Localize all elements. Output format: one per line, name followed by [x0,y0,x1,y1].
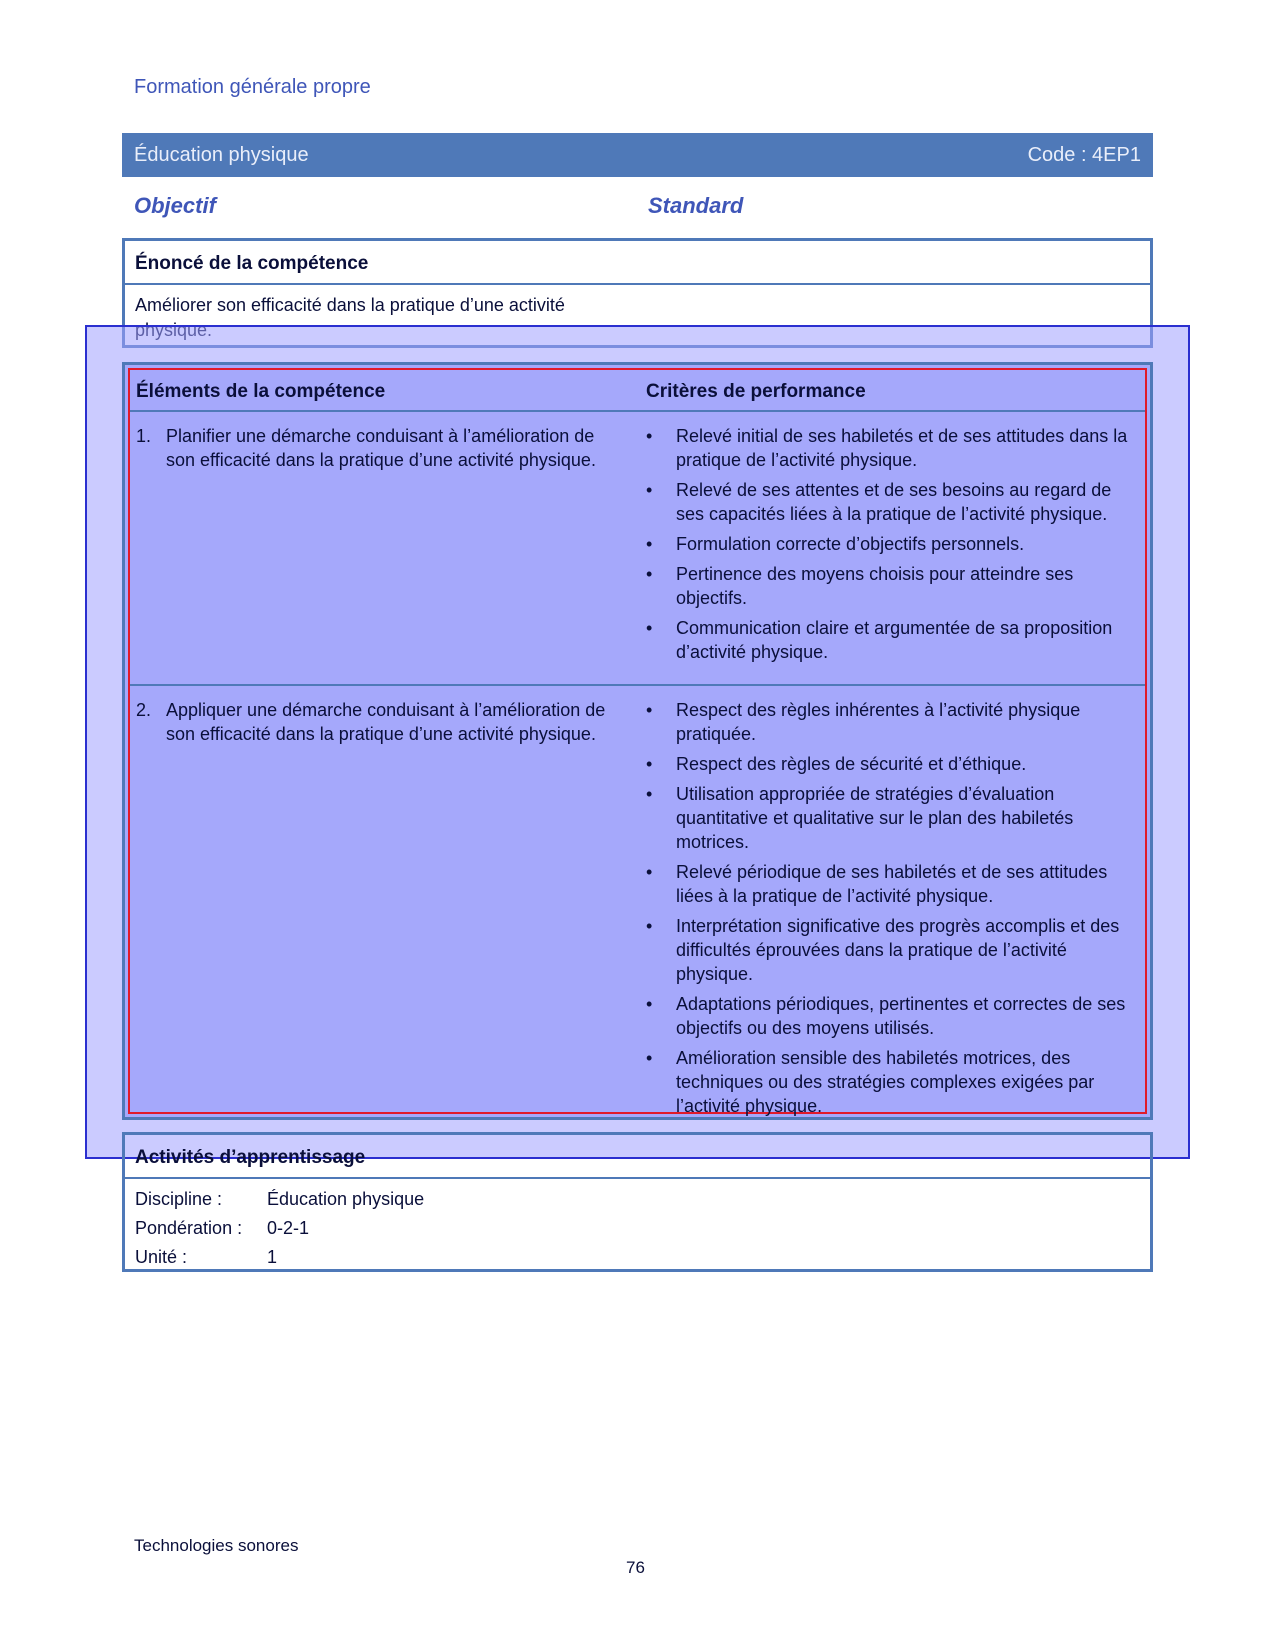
criterion-text: Respect des règles de sécurité et d’éthique. [676,754,1027,774]
objective-label: Objectif [134,193,216,218]
footer-program: Technologies sonores [134,1536,299,1555]
list-item [646,532,1136,556]
criterion-text: Communication claire et argumentée de sa proposition d’activité physique. [676,618,1113,662]
criterion-text: Relevé de ses attentes et de ses besoins au regard de ses capacités liées à la pratique de l’activité physique. [676,480,1112,524]
bullet-icon: • [646,1048,653,1068]
criteria-column-header: Critères de performance [646,381,866,402]
ponderation-value: 0-2-1 [267,1218,310,1238]
unite-value: 1 [267,1247,278,1267]
course-title-bar [122,133,1153,177]
discipline-value: Éducation physique [267,1189,425,1209]
bullet-icon: • [646,700,653,720]
list-item [646,752,1136,776]
criterion-text: Formulation correcte d’objectifs personnels. [676,534,1025,554]
bullet-icon: • [646,994,653,1014]
course-code: Code : 4EP1 [1027,143,1141,166]
list-item [646,562,1136,610]
learning-activities-details [125,1179,1150,1278]
unite-row [135,1243,1140,1272]
list-item [646,914,1136,986]
criterion-text: Utilisation appropriée de stratégies d’évaluation quantitative et qualitative sur le plan des habiletés motrices. [676,784,1074,852]
unite-label: Unité : [135,1247,188,1267]
criterion-text: Interprétation significative des progrès accomplis et des difficultés éprouvées dans la pratique de l’activité physique. [676,916,1120,984]
element-text: Appliquer une démarche conduisant à l’amélioration de son efficacité dans la pratique d’une activité physique. [166,700,606,744]
page-number: 76 [626,1558,645,1577]
competence-statement-text: Améliorer son efficacité dans la pratique d’une activité [135,295,565,315]
criteria-list [646,424,1136,670]
list-item [646,1046,1136,1118]
criteria-section-1 [130,412,1145,686]
list-item [646,782,1136,854]
section-header: Formation générale propre [134,76,371,98]
criterion-text: Relevé périodique de ses habiletés et de ses attitudes liées à la pratique de l’activité physique. [676,862,1108,906]
element-number: 2. [136,700,152,720]
criteria-list [646,698,1136,1124]
bullet-icon: • [646,480,653,500]
list-item [646,478,1136,526]
element-item [136,698,606,746]
bullet-icon: • [646,862,653,882]
bullet-icon: • [646,426,653,446]
bullet-icon: • [646,754,653,774]
bullet-icon: • [646,916,653,936]
ponderation-row [135,1214,1140,1243]
discipline-label: Discipline : [135,1189,223,1209]
criterion-text: Pertinence des moyens choisis pour atteindre ses objectifs. [676,564,1074,608]
bullet-icon: • [646,618,653,638]
bullet-icon: • [646,534,653,554]
list-item [646,698,1136,746]
list-item [646,616,1136,664]
learning-activities-box [122,1132,1153,1272]
list-item [646,860,1136,908]
element-text: Planifier une démarche conduisant à l’amélioration de son efficacité dans la pratique d’une activité physique. [166,426,596,470]
element-number: 1. [136,426,152,446]
criteria-table-header [130,370,1145,412]
list-item [646,992,1136,1040]
criteria-section-2 [130,686,1145,1116]
criteria-table [122,362,1153,1120]
criteria-table-inner [128,368,1147,1114]
standard-label: Standard [648,193,744,218]
competence-statement-heading: Énoncé de la compétence [125,241,1150,285]
criterion-text: Relevé initial de ses habiletés et de ses attitudes dans la pratique de l’activité physique. [676,426,1128,470]
discipline-row [135,1185,1140,1214]
objective-standard-row [134,193,1134,219]
criterion-text: Adaptations périodiques, pertinentes et correctes de ses objectifs ou des moyens utilisés. [676,994,1126,1038]
criterion-text: Amélioration sensible des habiletés motrices, des techniques ou des stratégies complexes exigées par l’activité physique. [676,1048,1095,1116]
criterion-text: Respect des règles inhérentes à l’activité physique pratiquée. [676,700,1081,744]
ponderation-label: Pondération : [135,1218,243,1238]
bullet-icon: • [646,564,653,584]
bullet-icon: • [646,784,653,804]
element-item [136,424,606,472]
course-name: Éducation physique [134,143,309,166]
elements-column-header: Éléments de la compétence [136,381,386,402]
list-item [646,424,1136,472]
learning-activities-heading: Activités d’apprentissage [125,1135,1150,1179]
